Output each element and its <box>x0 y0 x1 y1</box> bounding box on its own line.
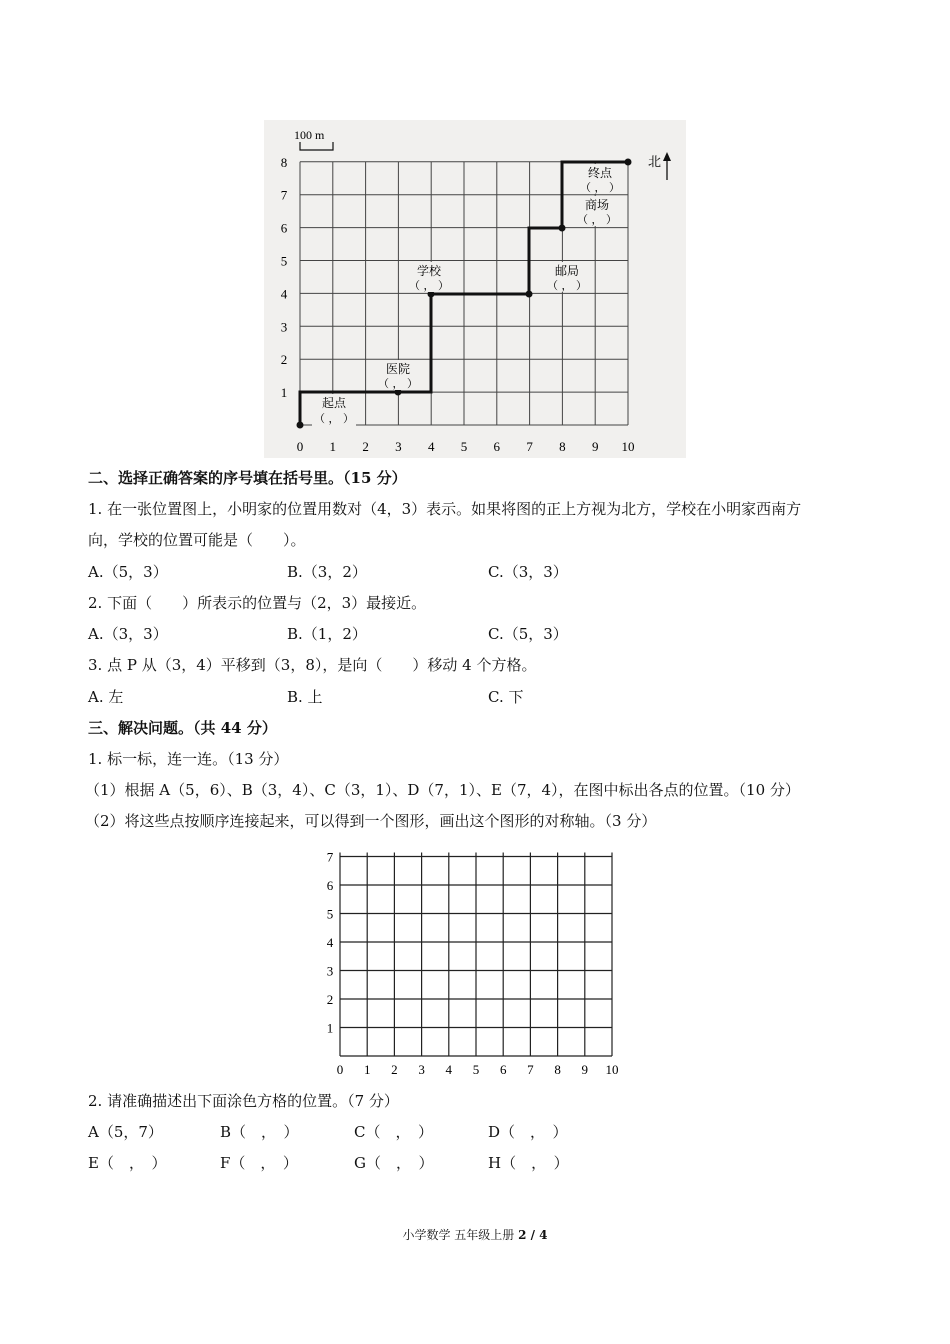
q2-option-c: C.（5，3） <box>488 625 568 643</box>
x-tick-label: 7 <box>527 1062 534 1077</box>
x-tick-label: 9 <box>591 439 599 454</box>
x-tick-label: 9 <box>581 1062 589 1077</box>
cell-f: F（ ， ） <box>220 1154 298 1172</box>
x-tick-label: 8 <box>559 439 566 454</box>
q3-option-c: C. 下 <box>488 688 524 706</box>
section2-q1-line1: 1. 在一张位置图上，小明家的位置用数对（4，3）表示。如果将图的正上方视为北方，学校在小明家西南方 <box>88 500 802 518</box>
end-point <box>625 159 632 166</box>
x-tick-label: 10 <box>605 1062 619 1077</box>
place-name: 学校 <box>416 264 442 278</box>
y-tick-label: 3 <box>326 963 334 979</box>
label-post-office <box>544 262 590 292</box>
cell-b: B（ ， ） <box>220 1123 299 1141</box>
mall-point <box>559 225 566 232</box>
cell-d: D（ ， ） <box>488 1123 568 1141</box>
coordinate-grid <box>340 853 612 1057</box>
x-tick-label: 3 <box>418 1062 425 1077</box>
x-tick-label: 1 <box>329 439 337 454</box>
y-tick-label: 5 <box>326 906 334 922</box>
place-blank: （ ， ） <box>577 213 617 226</box>
x-tick-label: 2 <box>391 1062 398 1077</box>
cell-e: E（ ， ） <box>88 1154 167 1172</box>
section2-q2: 2. 下面（ ）所表示的位置与（2，3）最接近。 <box>88 594 427 612</box>
place-name: 商场 <box>584 198 610 212</box>
place-name: 医院 <box>385 362 411 376</box>
place-blank: （ ， ） <box>314 412 354 425</box>
scale-label: 100 m <box>294 128 325 142</box>
y-tick-label: 1 <box>280 385 288 401</box>
section2-title: 二、选择正确答案的序号填在括号里。（15 分） <box>88 469 407 487</box>
y-tick-label: 2 <box>280 352 288 368</box>
cell-c: C（ ， ） <box>354 1123 433 1141</box>
q1-option-b: B.（3，2） <box>287 563 367 581</box>
q3-option-a: A. 左 <box>88 688 124 706</box>
place-name: 终点 <box>587 166 613 180</box>
post-office-point <box>526 291 533 298</box>
y-tick-label: 4 <box>280 286 288 302</box>
section3-q1: 1. 标一标，连一连。（13 分） <box>88 750 289 768</box>
footer-text: 小学数学 五年级上册 <box>402 1228 519 1242</box>
x-tick-label: 8 <box>554 1062 561 1077</box>
cell-h: H（ ， ） <box>488 1154 569 1172</box>
x-tick-label: 4 <box>445 1062 453 1077</box>
coordinate-grid-figure <box>318 838 636 1078</box>
y-tick-label: 6 <box>326 878 334 893</box>
x-tick-label: 7 <box>526 439 533 454</box>
x-tick-label: 2 <box>362 439 369 454</box>
q1-option-a: A.（5，3） <box>88 563 168 581</box>
x-tick-label: 0 <box>296 439 304 454</box>
label-hospital <box>376 360 420 390</box>
place-blank: （ ， ） <box>580 181 620 194</box>
label-mall <box>574 196 620 226</box>
y-tick-label: 1 <box>326 1020 334 1036</box>
x-tick-label: 6 <box>499 1062 507 1077</box>
cell-g: G（ ， ） <box>354 1154 434 1172</box>
x-tick-label: 5 <box>460 439 468 454</box>
place-blank: （ ， ） <box>409 279 449 292</box>
x-tick-label: 6 <box>493 439 501 454</box>
y-tick-label: 7 <box>280 187 288 203</box>
section3-q2: 2. 请准确描述出下面涂色方格的位置。（7 分） <box>88 1092 399 1110</box>
section3-q1-part1: （1）根据 A（5，6）、B（3，4）、C（3，1）、D（7，1）、E（7，4），在图中标出各点的位置。（10 分） <box>85 781 800 799</box>
page-footer <box>0 1226 950 1243</box>
y-tick-label: 4 <box>326 935 334 950</box>
coordinate-grid-x-ticks <box>337 1062 619 1077</box>
y-tick-label: 7 <box>326 849 334 865</box>
start-point <box>297 422 304 429</box>
label-end <box>577 164 623 194</box>
cell-a: A（5，7） <box>88 1123 163 1141</box>
y-tick-label: 3 <box>280 319 288 335</box>
x-tick-label: 5 <box>472 1062 480 1077</box>
y-tick-label: 2 <box>326 992 334 1007</box>
q2-option-b: B.（1，2） <box>287 625 367 643</box>
q1-option-c: C.（3，3） <box>488 563 568 581</box>
north-label: 北 <box>648 155 662 170</box>
place-name: 起点 <box>321 396 347 410</box>
route-map-figure <box>264 120 686 458</box>
x-tick-label: 1 <box>363 1062 371 1077</box>
place-name: 邮局 <box>554 264 580 278</box>
page-number: 2 / 4 <box>518 1228 548 1242</box>
coordinate-grid-y-ticks <box>327 850 334 1036</box>
label-start <box>312 394 356 426</box>
y-tick-label: 5 <box>280 253 288 269</box>
place-blank: （ ， ） <box>378 377 418 390</box>
x-tick-label: 10 <box>621 439 635 454</box>
x-tick-label: 3 <box>395 439 402 454</box>
section3-q1-part2: （2）将这些点按顺序连接起来，可以得到一个图形，画出这个图形的对称轴。（3 分） <box>85 812 657 830</box>
section2-q3: 3. 点 P 从（3，4）平移到（3，8），是向（ ）移动 4 个方格。 <box>88 656 537 674</box>
place-blank: （ ， ） <box>547 279 587 292</box>
y-tick-label: 8 <box>280 154 288 170</box>
q2-option-a: A.（3，3） <box>88 625 168 643</box>
y-tick-label: 6 <box>280 220 288 236</box>
q3-option-b: B. 上 <box>287 688 323 706</box>
section2-q1-line2: 向，学校的位置可能是（ ）。 <box>88 531 306 549</box>
x-tick-label: 0 <box>336 1062 344 1077</box>
x-tick-label: 4 <box>427 439 435 454</box>
label-school <box>406 262 452 292</box>
section3-title: 三、解决问题。（共 44 分） <box>88 719 277 737</box>
